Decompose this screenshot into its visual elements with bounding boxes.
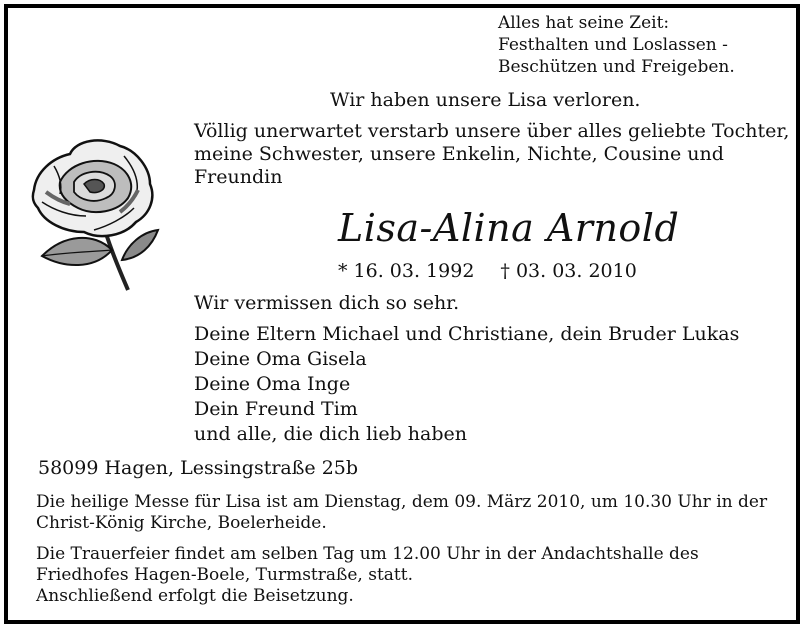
mass-line: Christ-König Kirche, Boelerheide. bbox=[36, 513, 327, 533]
funeral-info bbox=[36, 544, 699, 607]
family-line: Deine Eltern Michael und Christiane, dein Bruder Lukas bbox=[194, 323, 740, 345]
headline: Wir haben unsere Lisa verloren. bbox=[330, 89, 641, 111]
motto-line: Festhalten und Loslassen - bbox=[498, 35, 728, 55]
family-line: Deine Oma Inge bbox=[194, 373, 351, 395]
motto-line: Beschützen und Freigeben. bbox=[498, 57, 735, 77]
intro-line: Freundin bbox=[194, 166, 283, 188]
death-date: † 03. 03. 2010 bbox=[500, 260, 637, 282]
life-dates bbox=[338, 260, 637, 282]
intro-line: Völlig unerwartet verstarb unsere über alles geliebte Tochter, bbox=[194, 120, 790, 142]
family-line: Deine Oma Gisela bbox=[194, 348, 367, 370]
address: 58099 Hagen, Lessingstraße 25b bbox=[38, 457, 359, 479]
mass-line: Die heilige Messe für Lisa ist am Dienstag, dem 09. März 2010, um 10.30 Uhr in der bbox=[36, 492, 768, 512]
deceased-name: Lisa-Alina Arnold bbox=[338, 206, 680, 250]
family-line: Dein Freund Tim bbox=[194, 398, 358, 420]
motto-line: Alles hat seine Zeit: bbox=[498, 13, 670, 33]
intro-line: meine Schwester, unsere Enkelin, Nichte, Cousine und bbox=[194, 143, 724, 165]
miss-line: Wir vermissen dich so sehr. bbox=[194, 292, 460, 314]
funeral-line: Die Trauerfeier findet am selben Tag um 12.00 Uhr in der Andachtshalle des bbox=[36, 544, 699, 564]
intro-text bbox=[194, 120, 789, 189]
mass-info bbox=[36, 492, 767, 534]
funeral-line: Anschließend erfolgt die Beisetzung. bbox=[36, 586, 354, 606]
birth-date: * 16. 03. 1992 bbox=[338, 260, 475, 282]
funeral-line: Friedhofes Hagen-Boele, Turmstraße, statt. bbox=[36, 565, 413, 585]
family-line: und alle, die dich lieb haben bbox=[194, 423, 467, 445]
rose-icon bbox=[24, 132, 164, 292]
family-list bbox=[194, 322, 739, 447]
motto bbox=[498, 12, 735, 78]
